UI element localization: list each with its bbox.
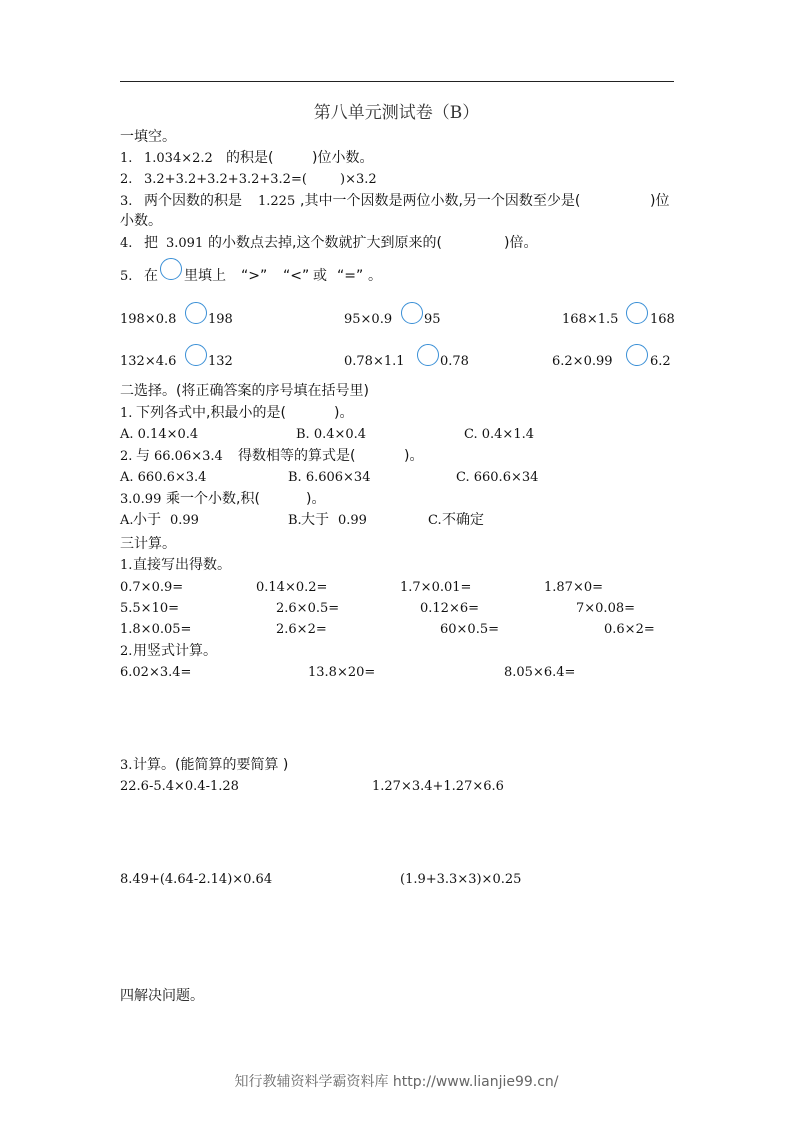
compare-circle-2[interactable] xyxy=(401,302,423,324)
compare-circle-6[interactable] xyxy=(626,344,648,366)
q1-number: 1. xyxy=(120,151,133,166)
part-1-number: 1. xyxy=(120,558,133,573)
q5-symbol-lt: “<” xyxy=(283,268,310,284)
mental-item-11: 60×0.5= xyxy=(440,622,500,637)
choice-3-option-a-letter: A. xyxy=(120,513,134,528)
choice-1-question-end: )。 xyxy=(334,405,354,421)
choice-3-question: 乘一个小数,积( xyxy=(166,491,260,507)
choice-2-question-end: )。 xyxy=(404,448,424,464)
mental-item-4: 1.87×0= xyxy=(544,580,604,595)
header-rule xyxy=(120,81,674,82)
mental-item-12: 0.6×2= xyxy=(604,622,655,637)
choice-3-option-b-text: 大于 xyxy=(301,512,329,528)
page-title: 第八单元测试卷（B） xyxy=(313,103,480,123)
choice-3-option-c-text: 不确定 xyxy=(442,512,484,528)
choice-3-option-a-value: 0.99 xyxy=(170,513,199,528)
q5-symbol-gt: “>” xyxy=(241,268,268,284)
vertical-item-1: 6.02×3.4= xyxy=(120,665,192,680)
q3-number: 3. xyxy=(120,194,133,209)
answer-circle xyxy=(160,258,182,280)
section-2-heading: 二选择。(将正确答案的序号填在括号里) xyxy=(120,383,369,399)
choice-1-number: 1. xyxy=(120,406,133,421)
section-3-heading: 三计算。 xyxy=(120,536,176,552)
mental-item-5: 5.5×10= xyxy=(120,601,180,616)
footer-watermark: 知行教辅资料学霸资料库 http://www.lianjie99.cn/ xyxy=(234,1074,559,1090)
mental-item-1: 0.7×0.9= xyxy=(120,580,184,595)
part-2-label: 用竖式计算。 xyxy=(133,643,217,659)
choice-3-option-c-letter: C. xyxy=(428,513,442,528)
choice-3-question-end: )。 xyxy=(306,491,326,507)
choice-2-option-c: C. 660.6×34 xyxy=(456,470,539,485)
part-3-label: 计算。(能简算的要简算 ) xyxy=(133,757,289,773)
q4-value: 3.091 xyxy=(166,236,204,251)
mental-item-2: 0.14×0.2= xyxy=(256,580,328,595)
choice-1-option-c: C. 0.4×1.4 xyxy=(464,427,534,442)
q3-text-a: 两个因数的积是 xyxy=(144,193,242,209)
compare-right-3: 168 xyxy=(650,312,675,327)
section-1-heading: 一填空。 xyxy=(120,129,176,145)
vertical-item-2: 13.8×20= xyxy=(308,665,376,680)
choice-2-text-a: 与 xyxy=(136,448,150,464)
choice-1-option-b: B. 0.4×0.4 xyxy=(296,427,367,442)
compare-left-6: 6.2×0.99 xyxy=(552,354,613,369)
mental-item-10: 2.6×2= xyxy=(276,622,327,637)
mental-item-7: 0.12×6= xyxy=(420,601,480,616)
choice-3-option-b-value: 0.99 xyxy=(338,513,367,528)
q5-text-b: 里填上 xyxy=(184,268,226,284)
compare-circle-4[interactable] xyxy=(185,344,207,366)
choice-2-option-a: A. 660.6×3.4 xyxy=(120,470,207,485)
choice-2-question: 得数相等的算式是( xyxy=(238,448,356,464)
choice-2-expression: 66.06×3.4 xyxy=(154,449,223,464)
q2-number: 2. xyxy=(120,172,133,187)
part-2-number: 2. xyxy=(120,644,133,659)
q3-value: 1.225 xyxy=(258,194,296,209)
mental-item-6: 2.6×0.5= xyxy=(276,601,340,616)
q2-expression-end: )×3.2 xyxy=(340,172,377,187)
compare-right-2: 95 xyxy=(424,312,441,327)
choice-3-number: 3.0.99 xyxy=(120,492,162,507)
q4-text-a: 把 xyxy=(144,235,158,251)
q3-text-c: ,其中一个因数是两位小数,另一个因数至少是( xyxy=(300,193,581,209)
q3-text-d: )位 xyxy=(650,193,670,209)
choice-1-option-a: A. 0.14×0.4 xyxy=(120,427,199,442)
compare-left-3: 168×1.5 xyxy=(562,312,619,327)
q5-text-e: 或 xyxy=(313,268,327,284)
compare-left-1: 198×0.8 xyxy=(120,312,177,327)
q1-text-end: )位小数。 xyxy=(312,150,374,166)
expression-2: 1.27×3.4+1.27×6.6 xyxy=(372,779,504,794)
compare-circle-1[interactable] xyxy=(185,302,207,324)
q5-text-a: 在 xyxy=(144,268,158,284)
compare-left-5: 0.78×1.1 xyxy=(344,354,405,369)
compare-right-1: 198 xyxy=(208,312,233,327)
mental-item-9: 1.8×0.05= xyxy=(120,622,192,637)
q4-number: 4. xyxy=(120,236,133,251)
expression-1: 22.6-5.4×0.4-1.28 xyxy=(120,779,239,794)
mental-item-8: 7×0.08= xyxy=(576,601,636,616)
compare-circle-5[interactable] xyxy=(417,344,439,366)
compare-right-6: 6.2 xyxy=(650,354,671,369)
compare-circle-3[interactable] xyxy=(626,302,648,324)
choice-1-question: 下列各式中,积最小的是( xyxy=(136,405,286,421)
mental-item-3: 1.7×0.01= xyxy=(400,580,472,595)
expression-4: (1.9+3.3×3)×0.25 xyxy=(400,872,522,887)
compare-left-4: 132×4.6 xyxy=(120,354,177,369)
part-3-number: 3. xyxy=(120,758,133,773)
q3-text-e: 小数。 xyxy=(120,213,162,229)
section-4-heading: 四解决问题。 xyxy=(120,988,204,1004)
compare-left-2: 95×0.9 xyxy=(344,312,393,327)
choice-2-number: 2. xyxy=(120,449,133,464)
q5-number: 5. xyxy=(120,269,133,284)
vertical-item-3: 8.05×6.4= xyxy=(504,665,576,680)
compare-right-4: 132 xyxy=(208,354,233,369)
compare-right-5: 0.78 xyxy=(440,354,469,369)
q4-text-d: )倍。 xyxy=(504,235,538,251)
expression-3: 8.49+(4.64-2.14)×0.64 xyxy=(120,872,273,887)
choice-2-option-b: B. 6.606×34 xyxy=(288,470,371,485)
q1-expression: 1.034×2.2 xyxy=(144,151,213,166)
q5-symbol-eq: “=” xyxy=(337,268,364,284)
q5-text-g: 。 xyxy=(368,268,382,284)
q2-expression: 3.2+3.2+3.2+3.2+3.2=( xyxy=(144,172,307,187)
choice-3-option-b-letter: B. xyxy=(288,513,302,528)
q4-text-c: 的小数点去掉,这个数就扩大到原来的( xyxy=(208,235,442,251)
part-1-label: 直接写出得数。 xyxy=(133,557,231,573)
q1-text: 的积是( xyxy=(226,150,274,166)
choice-3-option-a-text: 小于 xyxy=(133,512,161,528)
